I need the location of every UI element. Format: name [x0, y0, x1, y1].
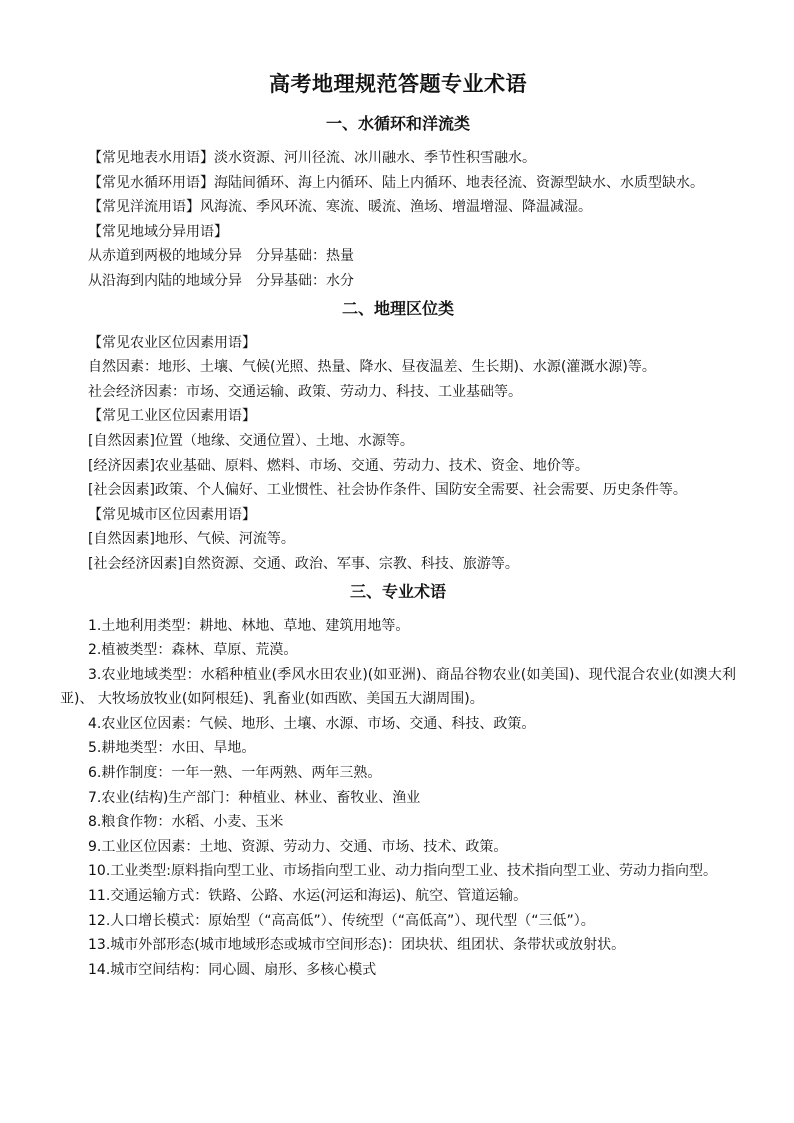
section-location — [60, 297, 736, 577]
paragraph-line: 自然因素：地形、土壤、气候(光照、热量、降水、昼夜温差、生长期)、水源(灌溉水源)等。 — [88, 359, 656, 376]
paragraph-line: 【常见地域分异用语】 — [88, 223, 228, 240]
section-heading: 三、专业术语 — [349, 581, 446, 601]
term-item: 1.土地利用类型：耕地、林地、草地、建筑用地等。 — [88, 617, 410, 634]
paragraph-line: [自然因素]地形、气候、河流等。 — [88, 531, 295, 548]
term-item: 11.交通运输方式：铁路、公路、水运(河运和海运)、航空、管道运输。 — [88, 888, 528, 905]
section-water-cycle — [60, 112, 736, 294]
paragraph-line: 从赤道到两极的地域分异 分异基础：热量 — [88, 248, 354, 265]
term-item: 8.粮食作物：水稻、小麦、玉米 — [88, 814, 284, 831]
term-item: 14.城市空间结构：同心圆、扇形、多核心模式 — [88, 961, 377, 978]
term-item: 2.植被类型：森林、草原、荒漠。 — [88, 642, 298, 659]
term-item: 7.农业(结构)生产部门：种植业、林业、畜牧业、渔业 — [88, 789, 421, 806]
term-item: 9.工业区位因素：土地、资源、劳动力、交通、市场、技术、政策。 — [88, 838, 508, 855]
term-item: 5.耕地类型：水田、旱地。 — [88, 740, 256, 757]
section-heading: 一、水循环和洋流类 — [325, 114, 470, 133]
term-item: 3.农业地域类型：水稻种植业(季风水田农业)(如亚洲)、商品谷物农业(如美国)、现代混合农业(如澳大利亚)、 大牧场放牧业(如阿根廷)、乳畜业(如西欧、美国五大湖周围)。 — [60, 666, 736, 708]
paragraph-line: [经济因素]农业基础、原料、燃料、市场、交通、劳动力、技术、资金、地价等。 — [88, 457, 589, 474]
paragraph-line: [社会因素]政策、个人偏好、工业惯性、社会协作条件、国防安全需要、社会需要、历史条件等。 — [88, 482, 687, 499]
paragraph-line: 【常见洋流用语】风海流、季风环流、寒流、暖流、渔场、增温增湿、降温减湿。 — [88, 199, 592, 216]
term-item: 4.农业区位因素：气候、地形、土壤、水源、市场、交通、科技、政策。 — [88, 715, 536, 732]
section-terms — [60, 580, 736, 983]
paragraph-line: 【常见地表水用语】淡水资源、河川径流、冰川融水、季节性积雪融水。 — [88, 150, 536, 166]
page-title: 高考地理规范答题专业术语 — [269, 72, 527, 96]
paragraph-line: 【常见城市区位因素用语】 — [88, 506, 256, 523]
paragraph-line: 社会经济因素：市场、交通运输、政策、劳动力、科技、工业基础等。 — [88, 383, 522, 400]
paragraph-line: 从沿海到内陆的地域分异 分异基础：水分 — [88, 272, 354, 289]
section-heading: 二、地理区位类 — [341, 298, 454, 318]
paragraph-line: 【常见工业区位因素用语】 — [88, 408, 256, 425]
paragraph-line: 【常见农业区位因素用语】 — [88, 334, 256, 351]
paragraph-line: 【常见水循环用语】海陆间循环、海上内循环、陆上内循环、地表径流、资源型缺水、水质型缺水。 — [88, 174, 704, 191]
paragraph-line: [社会经济因素]自然资源、交通、政治、军事、宗教、科技、旅游等。 — [88, 555, 519, 572]
term-item: 13.城市外部形态(城市地域形态或城市空间形态)：团块状、组团状、条带状或放射状。 — [88, 937, 626, 954]
term-item: 10.工业类型:原料指向型工业、市场指向型工业、动力指向型工业、技术指向型工业、劳动力指向型。 — [88, 863, 717, 880]
term-item: 12.人口增长模式：原始型（“高高低”）、传统型（“高低高”）、现代型（“三低”）。 — [88, 912, 595, 929]
paragraph-line: [自然因素]位置（地缘、交通位置）、土地、水源等。 — [88, 432, 414, 449]
term-item: 6.耕作制度：一年一熟、一年两熟、两年三熟。 — [88, 765, 382, 782]
